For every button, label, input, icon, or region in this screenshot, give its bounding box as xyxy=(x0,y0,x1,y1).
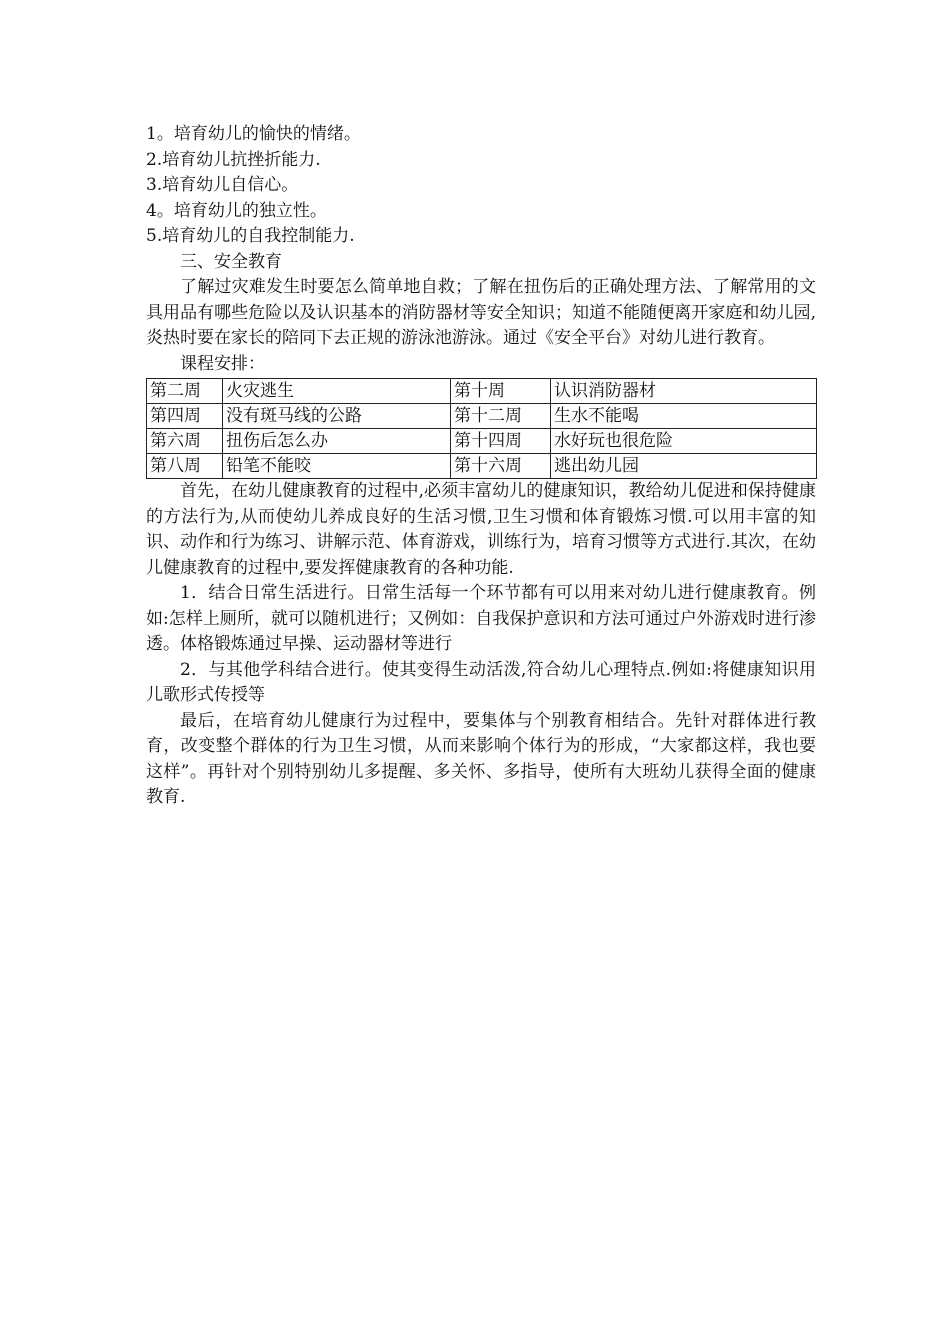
topic-cell: 扭伤后怎么办 xyxy=(223,429,451,454)
course-schedule-table xyxy=(146,378,817,479)
body-paragraph: 2．与其他学科结合进行。使其变得生动活泼,符合幼儿心理特点.例如:将健康知识用儿歌形式传授等 xyxy=(146,659,816,705)
body-paragraph: 最后，在培育幼儿健康行为过程中，要集体与个别教育相结合。先针对群体进行教育，改变整个群体的行为卫生习惯，从而来影响个体行为的形成，“大家都这样，我也要这样”。再针对个别特别幼儿多提醒、多关怀、多指导，使所有大班幼儿获得全面的健康教育. xyxy=(146,710,816,807)
week-cell: 第十四周 xyxy=(451,429,551,454)
goals-list xyxy=(146,122,816,250)
topic-cell: 逃出幼儿园 xyxy=(551,454,817,479)
goal-item: 4。培育幼儿的独立性。 xyxy=(146,200,327,221)
table-row xyxy=(147,379,817,404)
week-cell: 第十周 xyxy=(451,379,551,404)
goal-item: 1。培育幼儿的愉快的情绪。 xyxy=(146,124,361,144)
goal-item: 5.培育幼儿的自我控制能力. xyxy=(146,226,355,246)
topic-cell: 铅笔不能咬 xyxy=(223,454,451,479)
topic-cell: 水好玩也很危险 xyxy=(551,429,817,454)
week-cell: 第十二周 xyxy=(451,404,551,429)
section-heading-safety: 三、安全教育 xyxy=(180,251,282,272)
safety-paragraph: 了解过灾难发生时要怎么简单地自救；了解在扭伤后的正确处理方法、了解常用的文具用品有哪些危险以及认识基本的消防器材等安全知识；知道不能随便离开家庭和幼儿园,炎热时要在家长的陪同下去正规的游泳池游泳。通过《安全平台》对幼儿进行教育。 xyxy=(146,277,816,348)
topic-cell: 生水不能喝 xyxy=(551,404,817,429)
week-cell: 第四周 xyxy=(147,404,223,429)
body-paragraph: 1．结合日常生活进行。日常生活每一个环节都有可以用来对幼儿进行健康教育。例如:怎样上厕所，就可以随机进行；又例如：自我保护意识和方法可通过户外游戏时进行渗透。体格锻炼通过早操、运动器材等进行 xyxy=(146,583,816,654)
body-paragraph: 首先，在幼儿健康教育的过程中,必须丰富幼儿的健康知识，教给幼儿促进和保持健康的方法行为,从而使幼儿养成良好的生活习惯,卫生习惯和体育锻炼习惯.可以用丰富的知识、动作和行为练习、讲解示范、体育游戏，训练行为，培育习惯等方式进行.其次，在幼儿健康教育的过程中,要发挥健康教育的各种功能. xyxy=(146,481,816,578)
week-cell: 第十六周 xyxy=(451,454,551,479)
document-page xyxy=(146,122,816,811)
goal-item: 3.培育幼儿自信心。 xyxy=(146,175,299,195)
week-cell: 第二周 xyxy=(147,379,223,404)
topic-cell: 火灾逃生 xyxy=(223,379,451,404)
schedule-label: 课程安排： xyxy=(180,353,265,374)
goal-item: 2.培育幼儿抗挫折能力. xyxy=(146,149,321,170)
week-cell: 第六周 xyxy=(147,429,223,454)
table-row xyxy=(147,454,817,479)
topic-cell: 没有斑马线的公路 xyxy=(223,404,451,429)
week-cell: 第八周 xyxy=(147,454,223,479)
table-row xyxy=(147,404,817,429)
topic-cell: 认识消防器材 xyxy=(551,379,817,404)
table-row xyxy=(147,429,817,454)
